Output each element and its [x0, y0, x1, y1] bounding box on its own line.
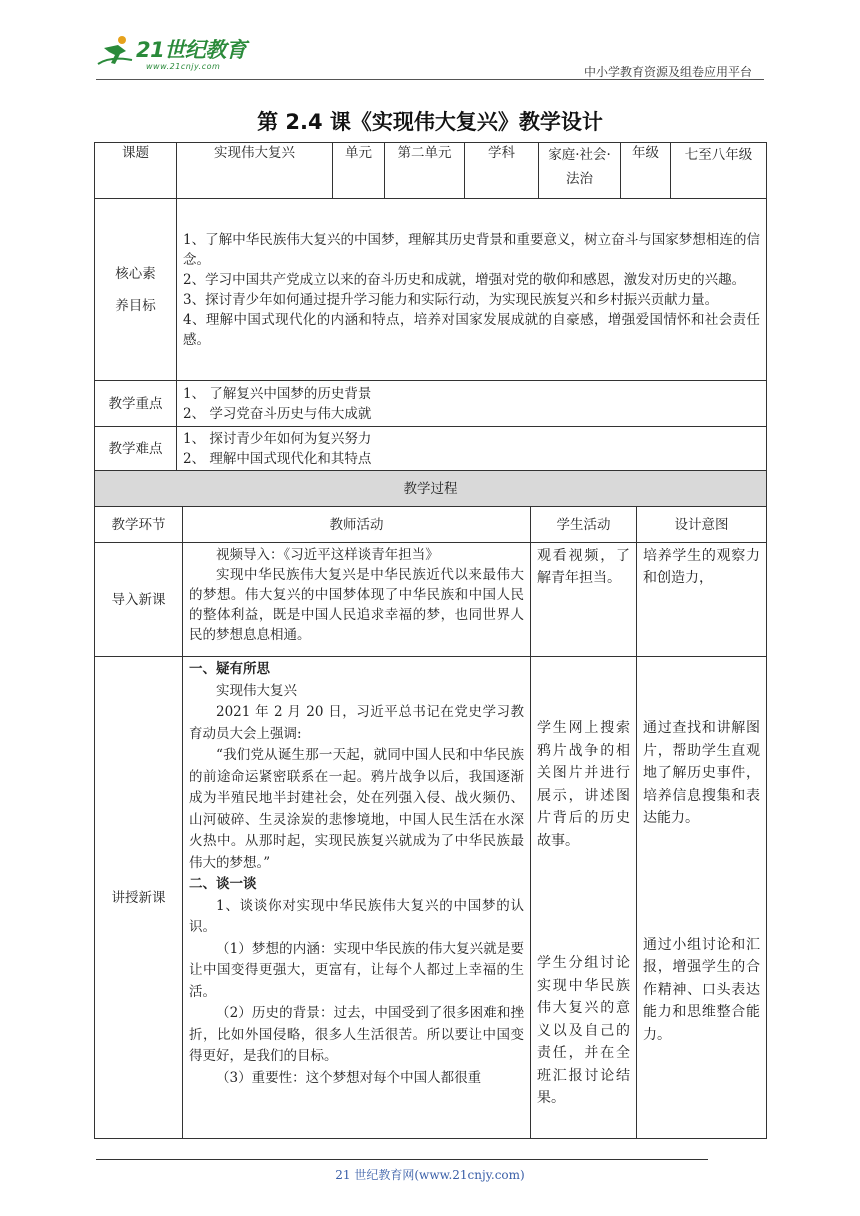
discussion-answer: （2）历史的背景：过去，中国受到了很多困难和挫折，比如外国侵略，很多人生活很苦。所以要让中国变得更好，是我们的目标。: [189, 1005, 524, 1064]
topic-value: 实现伟大复兴: [177, 143, 333, 199]
platform-name: 中小学教育资源及组卷应用平台: [583, 65, 752, 79]
key-points-content: [177, 381, 767, 427]
page-title: 第 2.4 课《实现伟大复兴》教学设计: [257, 110, 603, 134]
difficulty-item: 1、 探讨青少年如何为复兴努力: [183, 430, 372, 447]
intro-intent: 培养学生的观察力和创造力，: [637, 543, 767, 657]
logo-text: 21世纪教育: [136, 38, 247, 62]
section-title: 二、谈一谈: [189, 876, 257, 892]
goal-item: 1、了解中华民族伟大复兴的中国梦，理解其历史背景和重要意义，树立奋斗与国家梦想相连的信念。: [183, 231, 760, 268]
discussion-answer: （1）梦想的内涵：实现中华民族的伟大复兴就是要让中国变得更强大，更富有，让每个人都过上幸福的生活。: [189, 940, 524, 1000]
difficulty-item: 2、 理解中国式现代化和其特点: [183, 450, 372, 467]
intro-video: 视频导入：《习近平这样谈青年担当》: [216, 547, 439, 563]
subject-value: 家庭·社会·法治: [539, 143, 621, 199]
grade-value: 七至八年级: [671, 143, 767, 199]
intro-paragraph: 实现中华民族伟大复兴是中华民族近代以来最伟大的梦想。伟大复兴的中国梦体现了中华民族和中国人民的整体利益，既是中国人民追求幸福的梦，也同世界人民的梦想息息相通。: [189, 567, 524, 643]
column-header: 设计意图: [637, 507, 767, 543]
grade-label: 年级: [621, 143, 671, 199]
footer-divider: [96, 1159, 708, 1160]
goal-item: 4、理解中国式现代化的内涵和特点，培养对国家发展成就的自豪感，增强爱国情怀和社会责任感。: [183, 311, 760, 348]
discussion-answer: （3）重要性：这个梦想对每个中国人都很重: [216, 1069, 482, 1086]
key-point-item: 2、 学习党奋斗历史与伟大成就: [183, 405, 372, 422]
column-header: 教学环节: [95, 507, 183, 543]
column-header: 学生活动: [531, 507, 637, 543]
table-row: [95, 543, 767, 657]
page-header: [96, 28, 764, 80]
goals-label: 核心素养目标: [95, 199, 177, 381]
key-point-item: 1、 了解复兴中国梦的历史背景: [183, 385, 372, 402]
subject-label: 学科: [465, 143, 539, 199]
stage-lecture: 讲授新课: [95, 657, 183, 1139]
goals-content: [177, 199, 767, 381]
runner-logo-icon: [96, 34, 136, 68]
section-title: 一、疑有所思: [189, 661, 270, 677]
footer-link[interactable]: 21 世纪教育网(www.21cnjy.com): [335, 1168, 525, 1182]
process-heading: 教学过程: [95, 471, 767, 507]
unit-value: 第二单元: [385, 143, 465, 199]
design-intent: 通过小组讨论和汇报，增强学生的合作精神、口头表达能力和思维整合能力。: [643, 936, 760, 1043]
intro-student: 观看视频，了解青年担当。: [531, 543, 637, 657]
logo-url: www.21cnjy.com: [146, 62, 221, 71]
column-header: 教师活动: [183, 507, 531, 543]
site-logo[interactable]: [96, 34, 266, 80]
student-activity: 学生分组讨论实现中华民族伟大复兴的意义以及自己的责任，并在全班汇报讨论结果。: [537, 955, 630, 1106]
lecture-quote: “我们党从诞生那一天起，就同中国人民和中华民族的前途命运紧密联系在一起。鸦片战争以后，我国逐渐成为半殖民地半封建社会，处在列强入侵、战火频仍、山河破碎、生灵涂炭的悲惨境地，中国人民生活在水深火热中。从那时起，实现民族复兴就成为了中华民族最伟大的梦想。”: [189, 747, 524, 871]
design-intent: 通过查找和讲解图片，帮助学生直观地了解历史事件，培养信息搜集和表达能力。: [643, 720, 760, 826]
table-row: [95, 657, 767, 1139]
lecture-teacher: [183, 657, 531, 1139]
header-divider: [96, 79, 764, 80]
intro-teacher: [183, 543, 531, 657]
lecture-student: [531, 657, 637, 1139]
difficulties-label: 教学难点: [95, 427, 177, 471]
lecture-intent: [637, 657, 767, 1139]
info-table: [94, 142, 767, 471]
lecture-paragraph: 2021 年 2 月 20 日，习近平总书记在党史学习教育动员大会上强调:: [189, 704, 524, 742]
difficulties-content: [177, 427, 767, 471]
stage-intro: 导入新课: [95, 543, 183, 657]
section-subtitle: 实现伟大复兴: [216, 682, 297, 699]
student-activity: 学生网上搜索鸦片战争的相关图片并进行展示，讲述图片背后的历史故事。: [537, 720, 630, 849]
process-table: [94, 470, 767, 1139]
topic-label: 课题: [95, 143, 177, 199]
goal-item: 2、学习中国共产党成立以来的奋斗历史和成就，增强对党的敬仰和感恩，激发对历史的兴趣。: [183, 271, 746, 288]
unit-label: 单元: [333, 143, 385, 199]
goal-item: 3、探讨青少年如何通过提升学习能力和实际行动，为实现民族复兴和乡村振兴贡献力量。: [183, 291, 719, 308]
key-points-label: 教学重点: [95, 381, 177, 427]
discussion-question: 1、谈谈你对实现中华民族伟大复兴的中国梦的认识。: [189, 897, 524, 935]
